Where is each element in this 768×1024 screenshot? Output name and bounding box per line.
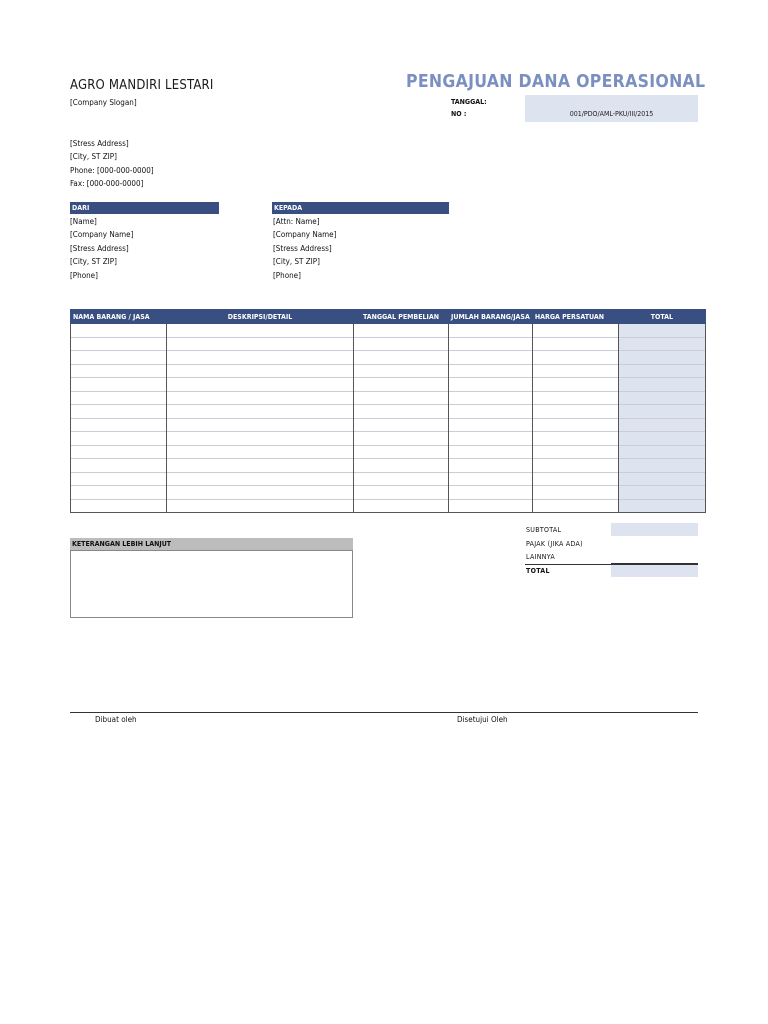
- cell-quantity[interactable]: [449, 324, 533, 338]
- cell-item[interactable]: [71, 337, 167, 351]
- table-row: [71, 486, 706, 500]
- company-address: [70, 137, 154, 191]
- cell-description[interactable]: [167, 472, 354, 486]
- subtotal-value[interactable]: [611, 523, 698, 536]
- items-table: [70, 309, 706, 513]
- table-row: [71, 324, 706, 338]
- total-label: TOTAL: [526, 567, 550, 575]
- cell-description[interactable]: [167, 445, 354, 459]
- items-body: [71, 324, 706, 513]
- cell-unit-price[interactable]: [532, 432, 618, 446]
- cell-description[interactable]: [167, 405, 354, 419]
- cell-item[interactable]: [71, 459, 167, 473]
- cell-purchase-date[interactable]: [354, 351, 449, 365]
- other-label: LAINNYA: [526, 553, 555, 561]
- cell-quantity[interactable]: [449, 418, 533, 432]
- col-header-purchase-date: TANGGAL PEMBELIAN: [354, 310, 449, 324]
- cell-unit-price[interactable]: [532, 445, 618, 459]
- table-row: [71, 337, 706, 351]
- cell-purchase-date[interactable]: [354, 459, 449, 473]
- cell-total: [618, 405, 705, 419]
- col-header-item: NAMA BARANG / JASA: [71, 310, 167, 324]
- cell-item[interactable]: [71, 351, 167, 365]
- cell-total: [618, 486, 705, 500]
- cell-quantity[interactable]: [449, 378, 533, 392]
- cell-purchase-date[interactable]: [354, 364, 449, 378]
- cell-purchase-date[interactable]: [354, 499, 449, 513]
- cell-unit-price[interactable]: [532, 472, 618, 486]
- to-company: [Company Name]: [273, 230, 337, 240]
- cell-description[interactable]: [167, 337, 354, 351]
- to-details: [273, 215, 336, 282]
- cell-description[interactable]: [167, 351, 354, 365]
- cell-total: [618, 391, 705, 405]
- number-label: NO :: [451, 110, 467, 118]
- table-row: [71, 499, 706, 513]
- cell-unit-price[interactable]: [532, 337, 618, 351]
- made-by-label: Dibuat oleh: [95, 715, 137, 724]
- from-phone: [Phone]: [70, 270, 98, 280]
- cell-description[interactable]: [167, 486, 354, 500]
- cell-description[interactable]: [167, 432, 354, 446]
- cell-purchase-date[interactable]: [354, 378, 449, 392]
- cell-unit-price[interactable]: [532, 391, 618, 405]
- cell-item[interactable]: [71, 405, 167, 419]
- cell-item[interactable]: [71, 486, 167, 500]
- cell-description[interactable]: [167, 459, 354, 473]
- cell-purchase-date[interactable]: [354, 337, 449, 351]
- cell-item[interactable]: [71, 499, 167, 513]
- cell-unit-price[interactable]: [532, 459, 618, 473]
- cell-description[interactable]: [167, 324, 354, 338]
- cell-total: [618, 418, 705, 432]
- cell-unit-price[interactable]: [532, 351, 618, 365]
- cell-unit-price[interactable]: [532, 486, 618, 500]
- notes-box[interactable]: [70, 550, 353, 618]
- cell-quantity[interactable]: [449, 351, 533, 365]
- cell-unit-price[interactable]: [532, 378, 618, 392]
- cell-quantity[interactable]: [449, 472, 533, 486]
- approved-by-label: Disetujui Oleh: [457, 715, 508, 724]
- cell-quantity[interactable]: [449, 364, 533, 378]
- cell-quantity[interactable]: [449, 499, 533, 513]
- subtotal-label: SUBTOTAL: [526, 526, 562, 534]
- cell-total: [618, 378, 705, 392]
- address-fax: Fax: [000-000-0000]: [70, 179, 144, 189]
- document-number[interactable]: 001/PDO/AML-PKU/III/2015: [569, 110, 654, 118]
- document-title: PENGAJUAN DANA OPERASIONAL: [406, 72, 706, 92]
- table-row: [71, 459, 706, 473]
- cell-total: [618, 472, 705, 486]
- cell-quantity[interactable]: [449, 391, 533, 405]
- cell-total: [618, 364, 705, 378]
- table-row: [71, 364, 706, 378]
- cell-item[interactable]: [71, 391, 167, 405]
- total-value[interactable]: [611, 565, 698, 577]
- cell-description[interactable]: [167, 378, 354, 392]
- cell-item[interactable]: [71, 418, 167, 432]
- from-details: [70, 215, 133, 282]
- table-row: [71, 391, 706, 405]
- cell-total: [618, 445, 705, 459]
- to-phone: [Phone]: [273, 270, 301, 280]
- from-street: [Stress Address]: [70, 243, 129, 253]
- table-row: [71, 418, 706, 432]
- address-street: [Stress Address]: [70, 139, 129, 148]
- cell-item[interactable]: [71, 445, 167, 459]
- cell-total: [618, 351, 705, 365]
- from-company: [Company Name]: [70, 230, 134, 240]
- cell-quantity[interactable]: [449, 337, 533, 351]
- from-heading: DARI: [70, 202, 219, 214]
- to-city: [City, ST ZIP]: [273, 257, 320, 267]
- cell-purchase-date[interactable]: [354, 445, 449, 459]
- cell-purchase-date[interactable]: [354, 324, 449, 338]
- table-row: [71, 432, 706, 446]
- cell-quantity[interactable]: [449, 405, 533, 419]
- cell-item[interactable]: [71, 364, 167, 378]
- company-slogan: [Company Slogan]: [70, 98, 137, 107]
- to-attn: [Attn: Name]: [273, 217, 320, 226]
- cell-unit-price[interactable]: [532, 405, 618, 419]
- cell-total: [618, 337, 705, 351]
- cell-unit-price[interactable]: [532, 418, 618, 432]
- table-row: [71, 472, 706, 486]
- cell-quantity[interactable]: [449, 486, 533, 500]
- cell-unit-price[interactable]: [532, 364, 618, 378]
- cell-unit-price[interactable]: [532, 324, 618, 338]
- from-name: [Name]: [70, 217, 97, 226]
- address-city: [City, ST ZIP]: [70, 152, 117, 162]
- table-row: [71, 405, 706, 419]
- cell-description[interactable]: [167, 364, 354, 378]
- address-phone: Phone: [000-000-0000]: [70, 165, 154, 175]
- table-row: [71, 378, 706, 392]
- cell-total: [618, 459, 705, 473]
- cell-item[interactable]: [71, 472, 167, 486]
- cell-description[interactable]: [167, 418, 354, 432]
- cell-purchase-date[interactable]: [354, 418, 449, 432]
- cell-total: [618, 324, 705, 338]
- col-header-description: DESKRIPSI/DETAIL: [167, 310, 354, 324]
- cell-item[interactable]: [71, 378, 167, 392]
- cell-total: [618, 499, 705, 513]
- cell-unit-price[interactable]: [532, 499, 618, 513]
- to-street: [Stress Address]: [273, 243, 332, 253]
- signature-line: [70, 712, 698, 713]
- cell-quantity[interactable]: [449, 432, 533, 446]
- items-header-row: [71, 310, 706, 324]
- table-row: [71, 351, 706, 365]
- col-header-unit-price: HARGA PERSATUAN: [532, 310, 618, 324]
- cell-purchase-date[interactable]: [354, 391, 449, 405]
- col-header-total: TOTAL: [618, 310, 705, 324]
- from-city: [City, ST ZIP]: [70, 257, 117, 267]
- notes-heading: KETERANGAN LEBIH LANJUT: [70, 538, 353, 550]
- to-heading: KEPADA: [272, 202, 449, 214]
- col-header-quantity: JUMLAH BARANG/JASA: [449, 310, 533, 324]
- cell-total: [618, 432, 705, 446]
- cell-purchase-date[interactable]: [354, 472, 449, 486]
- tax-label: PAJAK (JIKA ADA): [526, 540, 583, 548]
- cell-description[interactable]: [167, 499, 354, 513]
- cell-quantity[interactable]: [449, 445, 533, 459]
- cell-description[interactable]: [167, 391, 354, 405]
- cell-purchase-date[interactable]: [354, 432, 449, 446]
- date-label: TANGGAL:: [451, 98, 487, 106]
- cell-purchase-date[interactable]: [354, 405, 449, 419]
- company-name: AGRO MANDIRI LESTARI: [70, 78, 214, 93]
- cell-item[interactable]: [71, 324, 167, 338]
- cell-item[interactable]: [71, 432, 167, 446]
- cell-purchase-date[interactable]: [354, 486, 449, 500]
- table-row: [71, 445, 706, 459]
- cell-quantity[interactable]: [449, 459, 533, 473]
